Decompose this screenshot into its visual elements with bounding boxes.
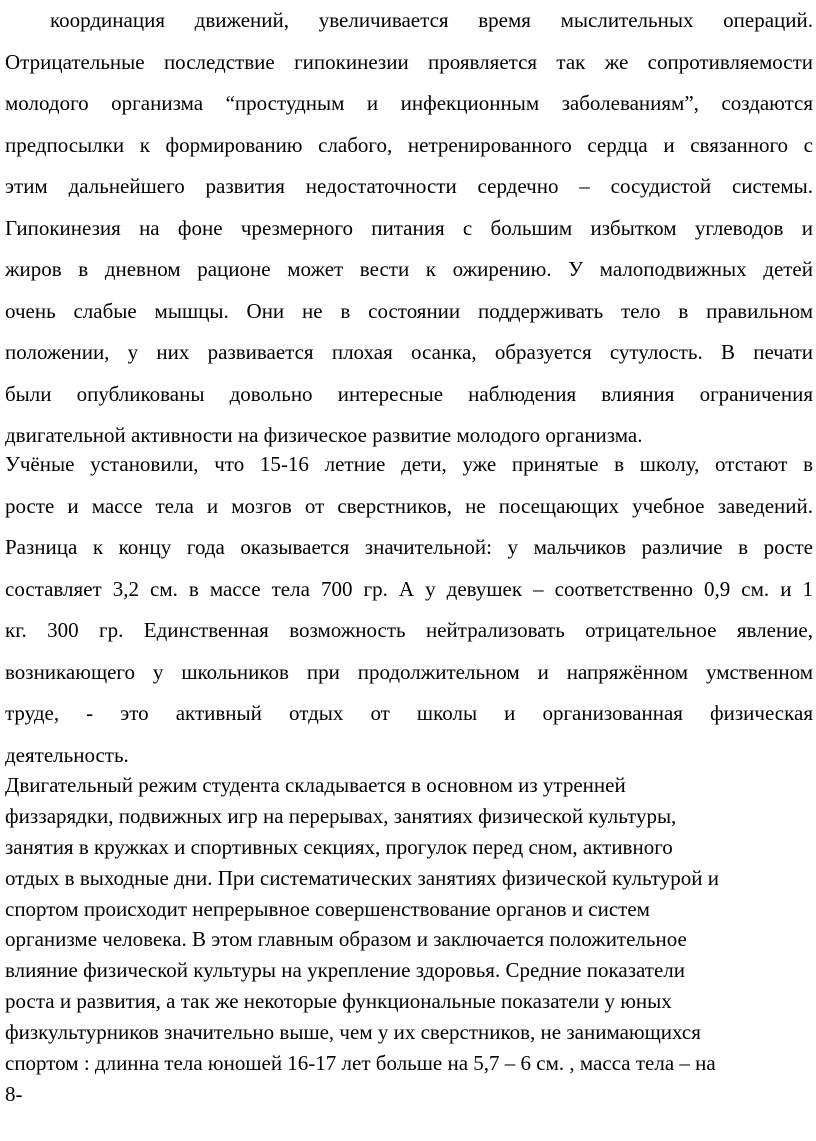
text-line: предпосылки к формированию слабого, нетренированного сердца и связанного с <box>5 132 813 157</box>
text-line: роста и развития, а так же некоторые функциональные показатели у юных <box>5 989 672 1014</box>
text-line: Учёные установили, что 15-16 летние дети, уже принятые в школу, отстают в <box>5 452 813 476</box>
text-line: спортом происходит непрерывное совершенствование органов и систем <box>5 896 650 921</box>
text-line: двигательной активности на физическое развитие молодого организма. <box>5 423 643 447</box>
text-line: возникающего у школьников при продолжительном и напряжённом умственном <box>5 659 813 684</box>
text-line: спортом : длинна тела юношей 16-17 лет больше на 5,7 – 6 см. , масса тела – на <box>5 1051 716 1076</box>
text-line: очень слабые мышцы. Они не в состоянии поддерживать тело в правильном <box>5 298 813 323</box>
text-line: физзарядки, подвижных игр на перерывах, занятиях физической культуры, <box>5 803 677 828</box>
paragraph-student-motor-regime <box>5 770 813 1110</box>
text-line: Двигательный режим студента складывается в основном из утренней <box>5 773 626 797</box>
paragraph-scientists-findings <box>5 444 813 776</box>
text-line: положении, у них развивается плохая осанка, образуется сутулость. В печати <box>5 340 813 364</box>
text-line: молодого организма “простудным и инфекционным заболеваниям”, создаются <box>5 91 813 115</box>
text-line: росте и массе тела и мозгов от сверстников, не посещающих учебное заведений. <box>5 493 813 518</box>
text-line: физкультурников значительно выше, чем у их сверстников, не занимающихся <box>5 1020 701 1045</box>
text-line: организме человека. В этом главным образом и заключается положительное <box>5 927 687 952</box>
text-line: деятельность. <box>5 742 129 767</box>
text-line: занятия в кружках и спортивных секциях, прогулок перед сном, активного <box>5 834 673 859</box>
text-line: координация движений, увеличивается время мыслительных операций. <box>50 8 813 32</box>
text-line: этим дальнейшего развития недостаточности сердечно – сосудистой системы. <box>5 174 813 198</box>
text-line: труде, - это активный отдых от школы и организованная физическая <box>5 701 813 725</box>
text-line: Отрицательные последствие гипокинезии проявляется так же сопротивляемости <box>5 49 813 74</box>
text-line: Гипокинезия на фоне чрезмерного питания с большим избытком углеводов и <box>5 215 813 240</box>
text-line: влияние физической культуры на укрепление здоровья. Средние показатели <box>5 958 685 983</box>
text-line: 8- <box>5 1081 23 1106</box>
text-line: составляет 3,2 см. в массе тела 700 гр. А у девушек – соответственно 0,9 см. и 1 <box>5 576 813 601</box>
text-line: были опубликованы довольно интересные наблюдения влияния ограничения <box>5 381 813 406</box>
text-line: Разница к концу года оказывается значительной: у мальчиков различие в росте <box>5 535 813 559</box>
text-line: жиров в дневном рационе может вести к ожирению. У малоподвижных детей <box>5 257 813 281</box>
text-line: отдых в выходные дни. При систематических занятиях физической культурой и <box>5 865 719 890</box>
text-line: кг. 300 гр. Единственная возможность нейтрализовать отрицательное явление, <box>5 618 813 642</box>
paragraph-hypokinesia-effects <box>5 0 813 457</box>
